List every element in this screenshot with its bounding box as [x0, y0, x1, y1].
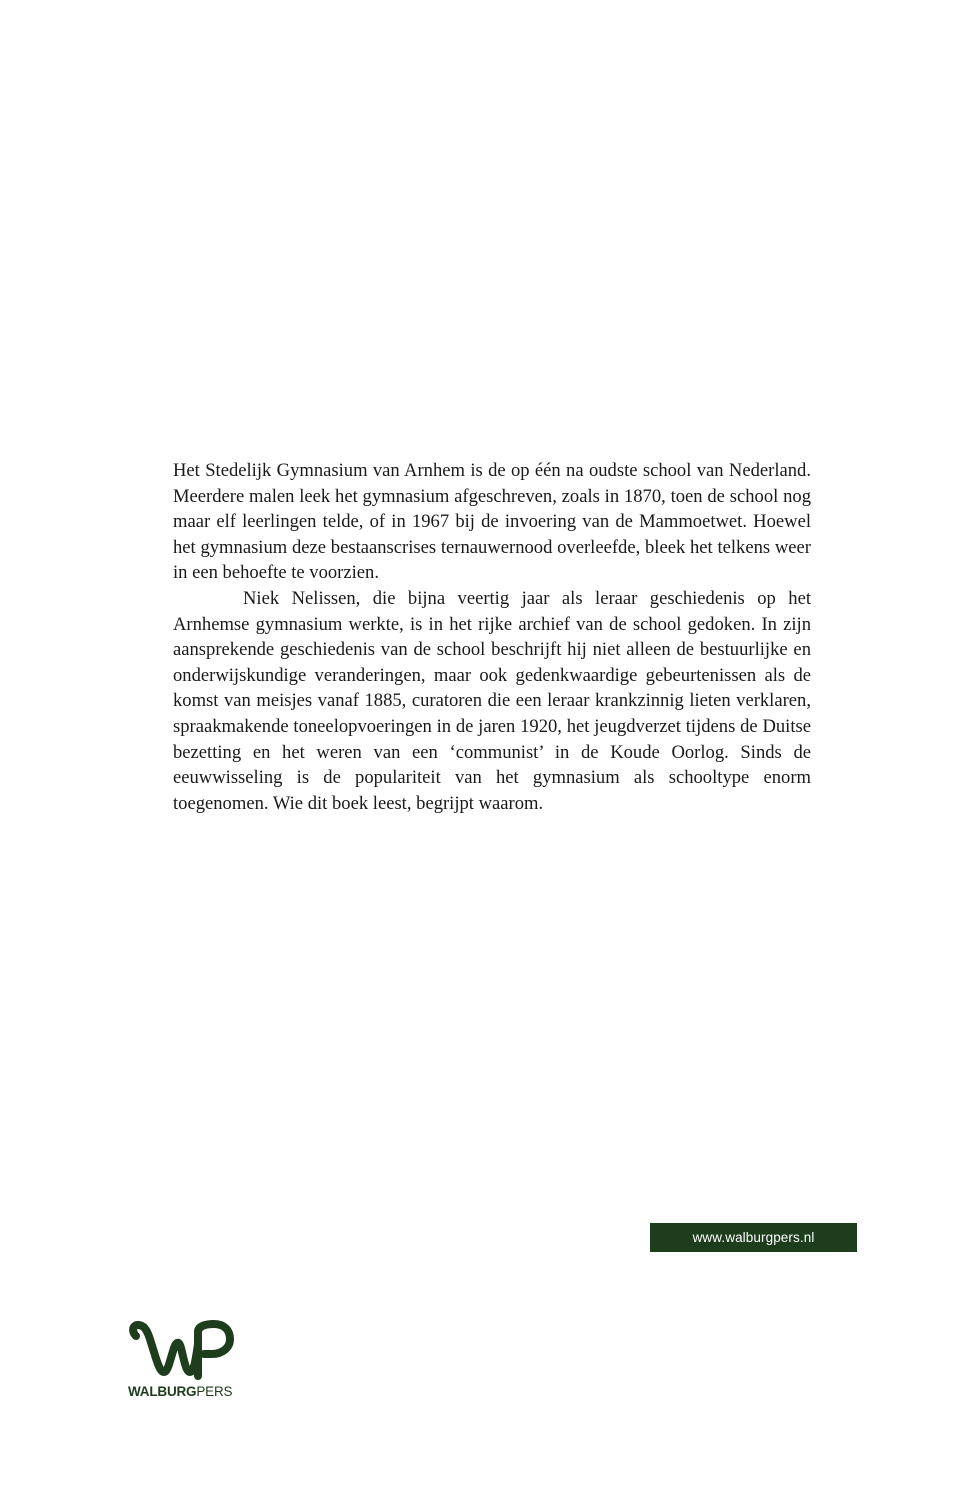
publisher-url[interactable]: www.walburgpers.nl	[692, 1230, 815, 1245]
wp-monogram-icon	[126, 1318, 236, 1384]
publisher-logo	[126, 1318, 241, 1403]
wordmark-light: PERS	[196, 1384, 233, 1399]
blurb-paragraph-1: Het Stedelijk Gymnasium van Arnhem is de op één na oudste school van Nederland. Meerdere malen leek het gymnasium afgeschreven, zoals in 1870, toen de school nog maar elf leerlingen telde, of in 1967 bij de invoering van de Mammoetwet. Hoewel het gymnasium deze bestaanscrises ternauwernood overleefde, bleek het telkens weer in een behoefte te voorzien.	[173, 460, 811, 584]
publisher-url-bar[interactable]	[650, 1223, 857, 1252]
publisher-wordmark	[128, 1384, 232, 1399]
wordmark-bold: WALBURG	[128, 1384, 197, 1399]
back-cover-blurb	[173, 458, 811, 816]
blurb-paragraph-2: Niek Nelissen, die bijna veertig jaar als leraar geschiedenis op het Arnhemse gymnasium werkte, is in het rijke archief van de school gedoken. In zijn aansprekende geschiedenis van de school beschrijft hij niet alleen de bestuurlijke en onderwijskundige veranderingen, maar ook gedenkwaardige gebeurtenissen als de komst van meisjes vanaf 1885, curatoren die een leraar krankzinnig lieten verklaren, spraakmakende toneelopvoeringen in de jaren 1920, het jeugdverzet tijdens de Duitse bezetting en het weren van een ‘communist’ in de Koude Oorlog. Sinds de eeuwwisseling is de populariteit van het gymnasium als schooltype enorm toegenomen. Wie dit boek leest, begrijpt waarom.	[173, 587, 811, 814]
